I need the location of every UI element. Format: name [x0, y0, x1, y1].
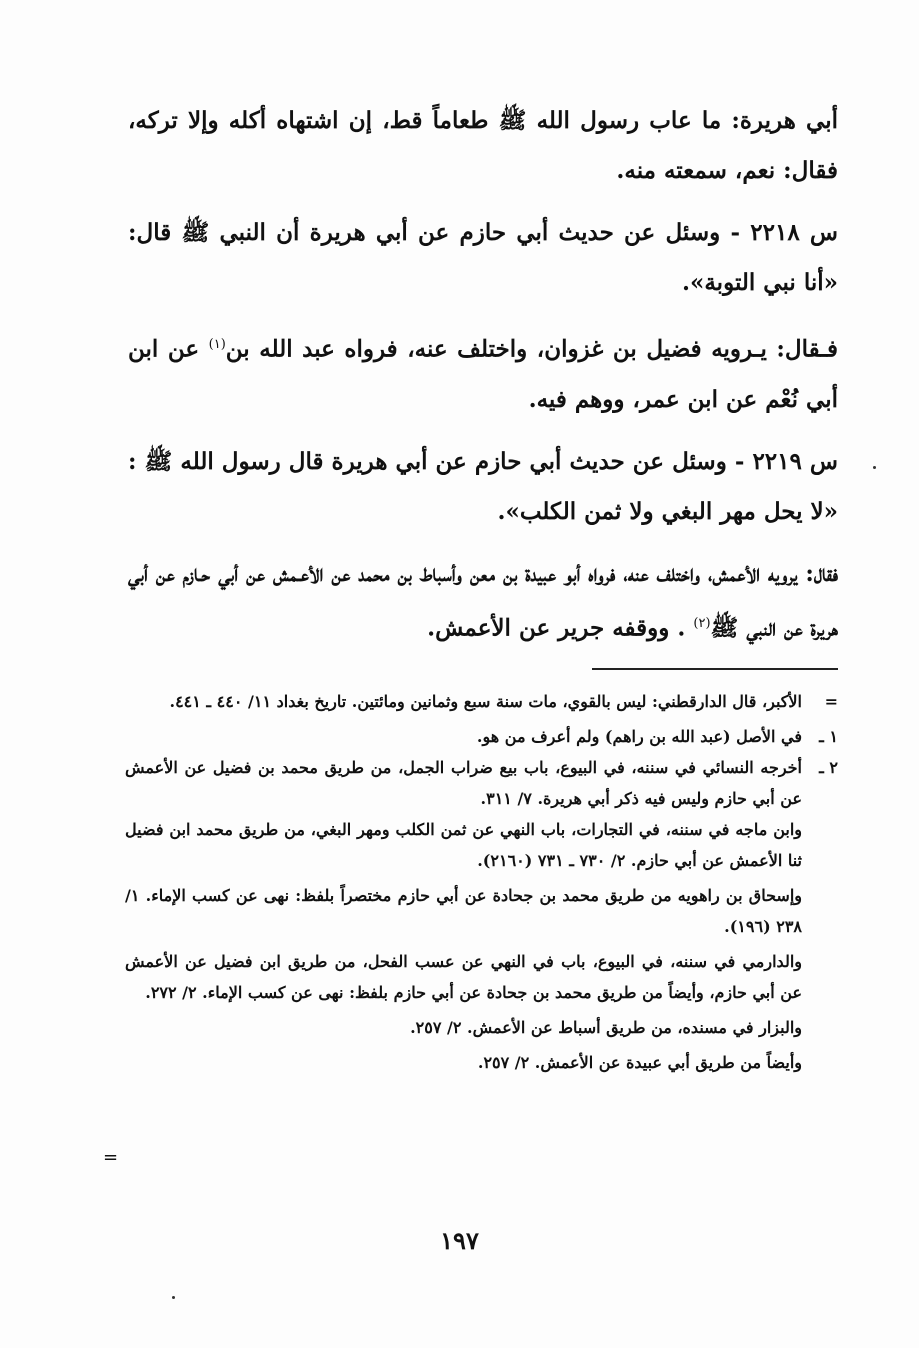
answer-text-cont: عن ابن أبي نُعْم عن ابن عمر، ووهم فيه.	[128, 335, 838, 413]
footnote-2-ibn-majah: وابن ماجه في سننه، في التجارات، باب النهي عن ثمن الكلب ومهر البغي، من طريق محمد ابن فضيل ثنا الأعمش عن أبي حازم. ٢/ ٧٣٠ ـ ٧٣١ (٢١٦٠).	[125, 820, 802, 870]
footnote-ref-1: (١)	[208, 337, 226, 352]
question-2219	[128, 437, 838, 537]
answer-text: فـقال: يـرويه فضيل بن غزوان، واختلف عنه، فرواه عبد الله بن	[225, 335, 838, 363]
footnote-1	[125, 721, 838, 752]
question-number: س ٢٢١٨	[750, 219, 838, 246]
footnote-text: أخرجه النسائي في سننه، في البيوع، باب بيع ضراب الجمل، من طريق محمد بن فضيل عن الأعمش عن أبي حازم وليس فيه ذكر أبي هريرة. ٧/ ٣١١.	[125, 758, 802, 808]
continuation-mark: =	[103, 1147, 119, 1168]
footnote-marker: ٢ ـ	[819, 758, 838, 777]
footnote-ref-2: (٢)	[693, 615, 711, 631]
answer-2218	[128, 320, 838, 425]
footnote-2-darimi: والدارمي في سننه، في البيوع، باب في النهي عن عسب الفحل، من طريق ابن فضيل عن الأعمش عن أبي حازم، وأيضاً من طريق محمد بن جحادة عن أبي حازم بلفظ: نهى عن كسب الإماء. ٢/ ٢٧٢.	[125, 952, 802, 1002]
paragraph-opening: أبي هريرة: ما عاب رسول الله ﷺ طعاماً قط، إن اشتهاه أكله وإلا تركه، فقال: نعم، سمعته منه.	[128, 107, 838, 184]
question-number: س ٢٢١٩	[752, 447, 838, 475]
footnotes	[125, 686, 838, 1078]
footnote-marker: ١ ـ	[819, 727, 838, 746]
question-text: - وسئل عن حديث أبي حازم عن أبي هريرة أن النبي ﷺ قال: «أنا نبي التوبة».	[128, 219, 838, 296]
answer-2219	[128, 549, 838, 654]
main-text	[128, 96, 838, 653]
footnote-divider	[592, 668, 838, 670]
question-2218	[128, 208, 838, 308]
speck	[873, 466, 876, 469]
answer-text: فقال: يرويه الأعمش، واختلف عنه، فرواه أبو عبيدة بن معن وأسباط بن محمد عن الأعـمش عن أبي حـازم عن أبي هريرة عن النبي ﷺ	[128, 559, 838, 642]
speck	[172, 1296, 175, 1299]
footnote-2-bazzar: والبزار في مسنده، من طريق أسباط عن الأعمش. ٢/ ٢٥٧.	[410, 1018, 802, 1037]
answer-text-cont: . ووقفه جرير عن الأعمش.	[427, 614, 694, 642]
page-number: ١٩٧	[440, 1226, 479, 1255]
footnote-2-ishaq: وإسحاق بن راهويه من طريق محمد بن جحادة عن أبي حازم مختصراً بلفظ: نهى عن كسب الإماء. ١/ ٢٣٨ (١٩٦).	[125, 886, 802, 936]
footnote-marker: =	[824, 692, 838, 711]
footnote-2-bazzar-2: وأيضاً من طريق أبي عبيدة عن الأعمش. ٢/ ٢٥٧.	[477, 1053, 802, 1072]
footnote-2	[125, 752, 838, 814]
footnote-continued	[125, 686, 838, 717]
footnote-text: في الأصل (عبد الله بن راهم) ولم أعرف من هو.	[476, 727, 802, 746]
question-text: - وسئل عن حديث أبي حازم عن أبي هريرة قال رسول الله ﷺ : «لا يحل مهر البغي ولا ثمن الكلب».	[128, 447, 838, 525]
footnote-text: الأكبر، قال الدارقطني: ليس بالقوي، مات سنة سبع وثمانين ومائتين. تاريخ بغداد ١١/ ٤٤٠ ـ ٤٤١.	[169, 692, 802, 711]
